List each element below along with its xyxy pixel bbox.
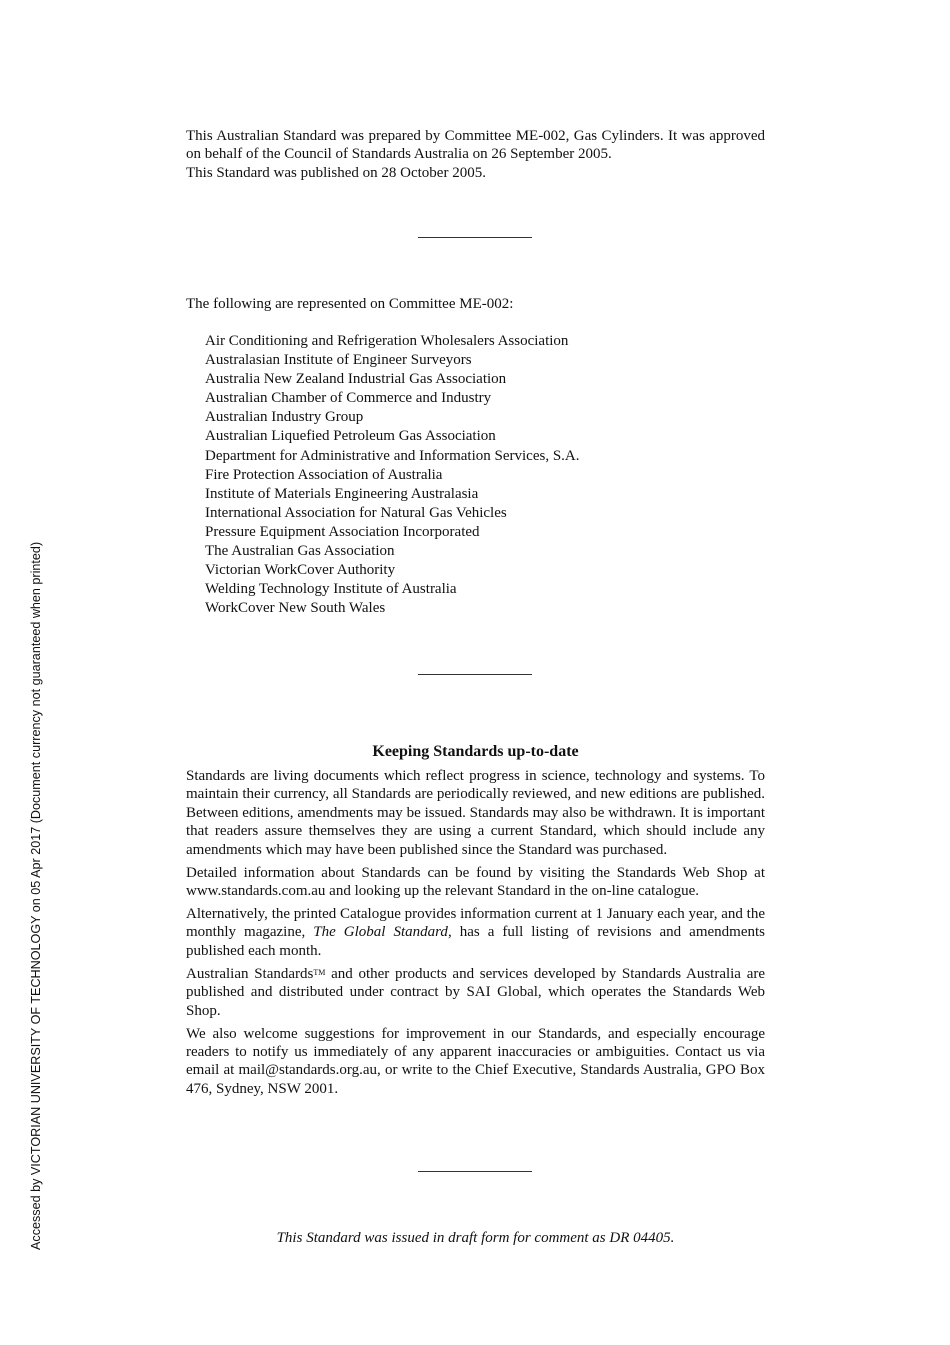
list-item: Air Conditioning and Refrigeration Wholesalers Association: [205, 333, 569, 349]
list-item: International Association for Natural Gas Vehicles: [205, 504, 507, 521]
list-item: Welding Technology Institute of Australia: [205, 581, 457, 598]
list-item: Australian Chamber of Commerce and Industry: [205, 390, 492, 407]
paragraph-catalogue: Alternatively, the printed Catalogue provides information current at 1 January each year, and the monthly magazine, The Global Standard, has a full listing of revisions and amendments published each month.: [186, 906, 765, 959]
committee-intro: The following are represented on Committee ME-002:: [186, 296, 514, 312]
list-item: The Australian Gas Association: [205, 543, 395, 560]
magazine-title: The Global Standard: [313, 924, 448, 941]
list-item: Victorian WorkCover Authority: [205, 562, 396, 579]
access-stamp: Accessed by VICTORIAN UNIVERSITY OF TECHNOLOGY on 05 Apr 2017 (Document currency not guaranteed when printed): [29, 541, 43, 1250]
list-item: Australia New Zealand Industrial Gas Association: [205, 371, 507, 388]
trademark-mark: TM: [313, 967, 326, 977]
committee-member-list: [205, 332, 580, 618]
committee-intro-block: [186, 295, 765, 313]
section-divider: [418, 674, 532, 675]
approval-statement: This Australian Standard was prepared by Committee ME-002, Gas Cylinders. It was approved on behalf of the Council of Standards Australia on 26 September 2005.: [186, 128, 765, 163]
list-item: Department for Administrative and Information Services, S.A.: [205, 447, 580, 464]
draft-note: This Standard was issued in draft form for comment as DR 04405.: [276, 1230, 675, 1246]
keeping-standards-body: [186, 767, 765, 1103]
paragraph-sai-global: Australian Standards™ and other products and services developed by Standards Australia are published and distributed under contract by SAI Global, which operates the Standards Web Shop.: [186, 965, 766, 1019]
list-item: Australasian Institute of Engineer Surveyors: [205, 352, 472, 369]
list-item: Australian Industry Group: [205, 409, 364, 426]
list-item: Australian Liquefied Petroleum Gas Association: [205, 428, 496, 445]
section-divider: [418, 1171, 532, 1172]
paragraph-living-documents: Standards are living documents which reflect progress in science, technology and systems. To maintain their currency, all Standards are periodically reviewed, and new editions are published. Between editions, amendments may be issued. Standards may also be withdrawn. It is important that readers assure themselves they are using a current Standard, which should include any amendments which may have been published since the Standard was purchased.: [186, 768, 765, 858]
paragraph-contact: We also welcome suggestions for improvement in our Standards, and especially encourage readers to notify us immediately of any apparent inaccuracies or ambiguities. Contact us via email at mail@standards.org.au, or write to the Chief Executive, Standards Australia, GPO Box 476, Sydney, NSW 2001.: [186, 1025, 765, 1097]
list-item: Institute of Materials Engineering Australasia: [205, 485, 479, 502]
section-divider: [418, 237, 532, 238]
list-item: Pressure Equipment Association Incorporated: [205, 523, 480, 540]
paragraph-web-shop: Detailed information about Standards can be found by visiting the Standards Web Shop at www.standards.com.au and looking up the relevant Standard in the on-line catalogue.: [186, 864, 765, 900]
publication-date: This Standard was published on 28 October 2005.: [186, 164, 486, 181]
list-item: WorkCover New South Wales: [205, 600, 386, 617]
list-item: Fire Protection Association of Australia: [205, 466, 443, 483]
section-heading: Keeping Standards up-to-date: [372, 743, 579, 760]
approval-block: [186, 127, 765, 182]
